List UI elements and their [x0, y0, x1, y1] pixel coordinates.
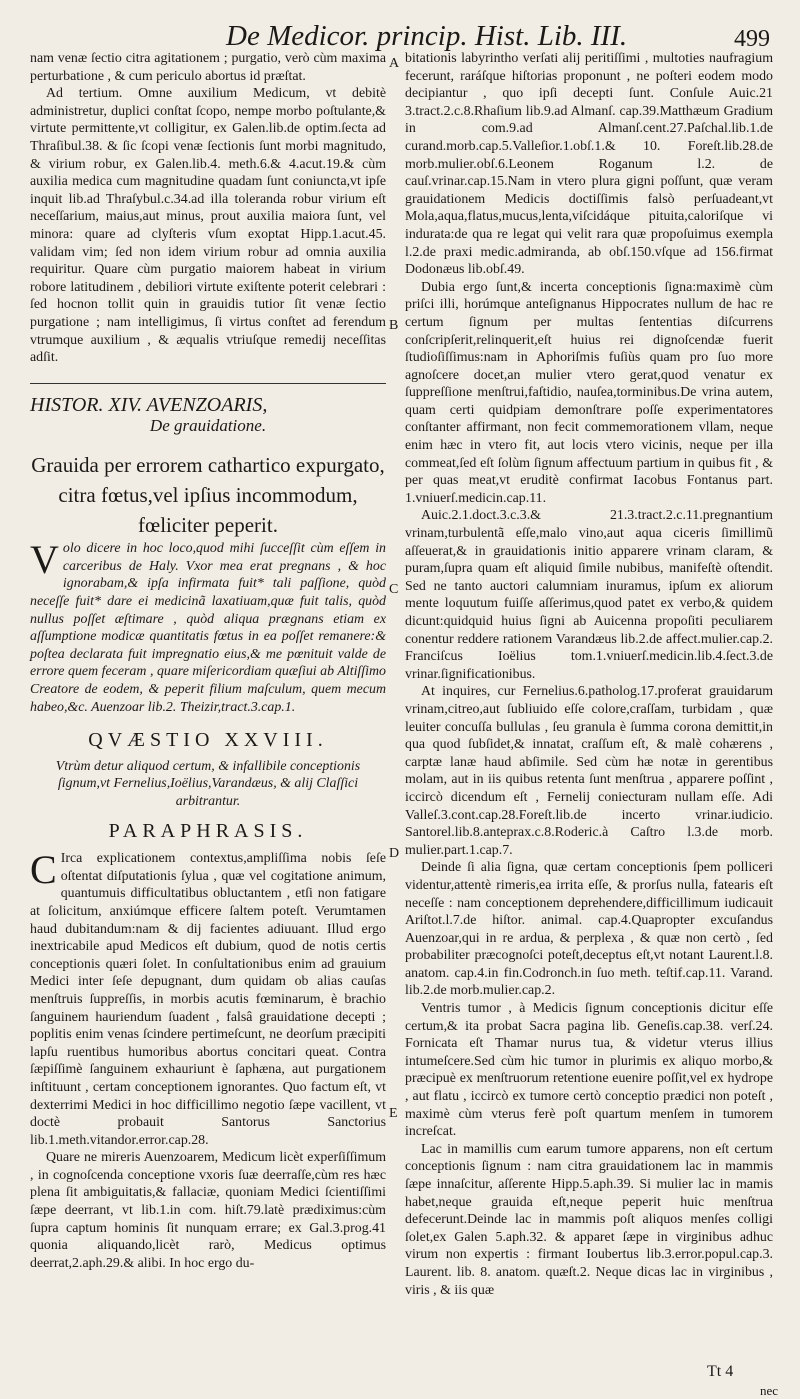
paragraph: Ventris tumor , à Medicis ſignum conceptionis dicitur eſſe certum,& ita probat Sacra pagina lib. Geneſis.cap.38. verſ.24. Fornicata eſt Thamar nurus tua, & videtur vterus illius intumeſcere.Sed cùm hic tumor in plurimis ex aliquo morbo,& præcipuè ex menſtruorum retentione euenire poſſit,vel ex hydrope , aut flatu , iccircò ex tumore certò conceptio prædici non poteſt , maximè cùm vterus ferè poſt quartum menſem in tumorem increſcat. — [405, 1001, 773, 1140]
page-number: 499 — [734, 26, 770, 52]
history-subheading: De grauidatione. — [149, 415, 267, 435]
paragraph: nam venæ ſectio citra agitationem ; purgatio, verò cùm maxima perturbatione , & cum periculo abortus id præſtat. — [30, 51, 386, 84]
question-text: Vtrùm detur aliquod certum, & infallibile conceptionis ſignum,vt Fernelius,Ioëlius,Varandæus, & alij Claſſici arbitrantur. — [55, 758, 361, 809]
paragraph: Ad tertium. Omne auxilium Medicum, vt debitè administretur, duplici conſtat ſcopo, nempe morbo poſtulante,& virtute permittente,vt colligitur, ex Galen.lib.de optim.ſecta ad Thraſibul.38. & ſic ſcopi venæ ſectionis ſunt morbi magnitudo, & virium robur, ex Galen.lib.4. meth.6.& 4.acut.19.& cùm auxilia medica cum magnitudine quadam ſunt coniuncta,vt ipſe inquit lib.ad Thraſybul.c.34.ad illa toleranda robur virium eſt neceſſarium, maius,aut minus, prout auxilia maiora ſunt, vel minora: quare ad clyſteris vſum exoptat Hipp.1.acut.45. validam vim; ſed non idem virium robur ad omnia auxilia requiritur. Quare cùm purgatio maiorem habeat in virium robore latitudinem , debiliori virtute exiſtente poterit celebrari : ſed hocnon tollit quin in grauidis tutior ſit venæ ſectio purgatione ; nam intelligimus, ſi virtus conſtet ad ferendum vtrumque auxilium , & æqualis vtriuſque remedij neceſſitas adſit. — [30, 86, 386, 366]
paragraph: Auic.2.1.doct.3.c.3.& 21.3.tract.2.c.11.pregnantium vrinam,turbulentã eſſe,malo vino,aut aqua ciceris ſimillimũ aſſeuerat,& in grauidationis initio apparere vrinam claram, & puram,ſupra quam eſt aliquid ſimile nubibus, manifeſtè oſtendit. Sed ne tanto auctori calumniam inuramus, ipſum ex aliorum mente loquutum fuiſſe aſſerimus,quod patet ex verbo,& quidem dicunt:quidquid huius ſigni ab Auicenna propoſiti peculiarem conentur reddere rationem Varandæus lib.2.de affect.mulier.cap.2. Franciſcus Ioëlius tom.1.vniuerſ.medicin.lib.4.ſect.3.de vrinar.ſignificationibus. — [405, 508, 773, 682]
history-heading: HISTOR. XIV. AVENZOARIS, — [30, 383, 386, 417]
narrative-text: olo dicere in hoc loco,quod mihi ſucceſſit cùm eſſem in carceribus de Haly. Vxor mea erat pregnans , & hoc ignorabam,& ipſa infirmata fuit* tali paſſione, quòd neceſſe fuit* dare ei medicinã laxatiuam,quæ fuit talis, quòd nullus poſſet æſtimare , quòd aliqua prægnans etiam ex aſſumptione modicæ quantitatis fœtus in ea poſſet remanere:& poſtea declarata fuit impregnatio eius,& me pœnituit valde de errore quem feceram , quare miſericordiam quæſiui ab Altiſſimo Creatore de eodem, & peperit filium maſculum, quem mecum habeo,&c. Auenzoar lib.2. Theizir,tract.3.cap.1. — [30, 541, 386, 715]
right-column — [405, 50, 773, 1299]
paraphrasis-body: Irca explicationem contextus,ampliſſima nobis ſeſe oſtentat diſputationis ſylua , quæ vel cogitatione animum, quantumuis difficultatibus obluctantem , etſi non fatigare at ſolicitum, anxiúmque efficere ſaltem poteſt. Verumtamen haud dubitandum:nam & dij facientes adiuuant. Illud ergo inextricabile apud Medicos eſt dubium, quod de notis certis conceptionis quæri ſolet. In conſultationibus enim ad grauium Medici inter ſeſe depugnant, dum quidam ob alias cauſas menſtruis ſuppreſſis, in morbis acutis fœminarum, è brachio ſanguinem hauriendum ſuadent , falsâ grauidatione decepti ; poplitis enim venas ſcindere pertimeſcunt, ne deorſum præcipiti lapſu ruentibus humoribus abortus concitari queat. Contra ſæpiſſimè ſanguinem exhauriunt è ſaphæna, aut purgationem inſtituunt , certam conceptionem ignorantes. Quo factum eſt, vt dexterrimi Medici in hoc difficillimo negotio ſæpe vacillent, vt doctè probauit Santorus Sanctorius lib.1.meth.vitandor.error.cap.28. — [30, 851, 386, 1148]
paragraph: Dubia ergo ſunt,& incerta conceptionis ſigna:maximè cùm priſci illi, horúmque anteſignanus Hippocrates nullum de hac re certum ſignum per multas ſententias diſcurrens conſcripſerit,relinquerit,eſt huius rei dignoſcendæ fuerit ſtudioſiſſimus:nam in Aphoriſmis fuſiùs quam pro ſuo more agnoſcere docet,an mulier vtero gerat,quod venatur ex ſuppreſſione menſtrui,faſtidio, nauſea,torminibus.De vrina autem, quam certi quidpiam demonſtrare poſſe experimentatores conſtanter affirmant, non fecit commemorationem vllam, neque enim hæc in vtero fit, aut locis vtero vicinis, neque per illa commeat,ſed eſt ſolùm ſignum affectuum partium in quibus fit , & per quas meat,vt eruditè confirmat Iacobus Fontanus part. 1.vniuerſ.medicin.cap.11. — [405, 279, 773, 506]
question-heading: QVÆSTIO XXVIII. — [88, 729, 328, 752]
margin-letter-a: A — [389, 56, 400, 71]
signature-mark: Tt 4 — [707, 1363, 734, 1380]
paraphrasis-text — [30, 847, 386, 1149]
margin-letter-d: D — [389, 846, 400, 861]
margin-letter-b: B — [389, 318, 399, 333]
drop-cap: C — [30, 847, 57, 893]
left-column — [30, 50, 386, 1272]
margin-letter-e: E — [389, 1106, 398, 1121]
paragraph: Quare ne mireris Auenzoarem, Medicum licèt experſiſſimum , in cognoſcenda conceptione vxoris ſuæ deerraſſe,cùm res hæc plena ſit ambiguitatis,& fallaciæ, quoniam Medici ſcientiſſimi ſæpe deerrant, vt lib.1.in com. hiſt.79.latè prædiximus:cùm ſupra captum hominis ſit nunquam errare; ex Gal.3.prog.41 quonia aliquando,licèt rarò, Medicus optimus deerrat,2.aph.29.& alibi. In hoc ergo du- — [30, 1150, 386, 1271]
drop-cap: V — [30, 537, 59, 583]
paragraph: Lac in mamillis cum earum tumore apparens, non eſt certum conceptionis ſignum : nam citra grauidationem lac in mammis ſæpe innaſcitur, aſſerente Hipp.5.aph.39. Si mulier lac in mamis habet,neque grauida eſt,neque peperit huic menſtrua defecerunt.Deinde lac in mammis poſt aliquos menſes colligi ſolet,ex Galen 5.aph.32. & apparet ſæpe in virginibus adhuc virum non expertis : firmant Ioubertus lib.3.error.popul.cap.3. Laurent. lib. 8. anatom. quæſt.2. Neque dicas lac in virginibus , viris , & iis quæ — [405, 1141, 773, 1298]
history-summary: Grauida per errorem cathartico expurgato, citra fœtus,vel ipſius incommodum, fœliciter peperit. — [31, 453, 385, 538]
margin-letter-c: C — [389, 582, 399, 597]
history-narrative — [30, 537, 386, 716]
paraphrasis-heading: PARAPHRASIS. — [108, 819, 308, 842]
running-title: De Medicor. princip. Hist. Lib. III. — [226, 20, 628, 52]
paragraph: bitationis labyrintho verſati alij peritiſſimi , multoties naufragium fecerunt, raráſque hiſtorias proponunt , ne poſteri eodem modo decipiantur , quo ipſi decepti ſunt. Conſule Auic.21 3.tract.2.c.8.Rhaſium lib.9.ad Almanſ. cap.39.Matthæum Gradium in com.9.ad Almanſ.cent.27.Paſchal.lib.1.de curand.morb.cap.5.Valleſior.1.obſ.1.& 10. Foreſt.lib.28.de morb.mulier.obſ.6.Leonem Roganum l.2. de cauſ.vrinar.cap.15.Nam in vtero plura gigni poſſunt, quæ veram grauidationem Medicis doctiſſimis falsò perſuadeant,vt Mola,aqua,flatus,mucus,lenta,viſcidáque pituita,caloriſque vi indurata:de qua re legat qui velit rara quæ propoſuimus exempla l.2.de praxi medic.admiranda, ab obſ.150.vſque ad 156.firmat Dodonæus lib.obſ.49. — [405, 51, 773, 278]
paragraph: At inquires, cur Fernelius.6.patholog.17.proferat grauidarum vrinam,citreo,aut ſubliuido eſſe colore,craſſam, turbidam , quæ leuiter concuſſa bullulas , ſeu granula è ſumma corona demittit,in qua quod ſubſidet,& innatat, craſſum eſt, & malè cohærens , carptæ lanæ haud abſimile. Sed cùm hæ notæ in gerentibus molam, aut in iis quibus retenta ſunt menſtrua , apparere poſſint , iccircò dicendum eſt , Fernelij coniecturam nullam eſſe. Adi Valleſ.3.cont.cap.28.Foreſt.lib.de incerto vrinar.iudicio. Santorel.lib.8.anteprax.c.8.Roderic.à Caſtro l.3.de morb. mulier.part.1.cap.7. — [405, 684, 773, 858]
page-header — [0, 20, 800, 50]
paragraph: Deinde ſi alia ſigna, quæ certam conceptionis ſpem polliceri videntur,attentè rimeris,ea irrita eſſe, & prorſus nulla, fatearis eſt neceſſe : nam conceptionem deprehendere,difficillimum iudicauit Ariſtot.l.7.de hiſtor. animal. cap.4.Quapropter excuſandus Auenzoar,qui in re ardua, & perplexa , & quæ non certò , ſed probabiliter præcognoſci poteſt,deceptus eſt,vt notant Laurent.l.8. anatom. cap.4.in fin.Codronch.in ſuo meth. teſtif.cap.11. Varand. lib.2.de morb.mulier.cap.2. — [405, 860, 773, 999]
catchword: nec — [760, 1383, 779, 1398]
